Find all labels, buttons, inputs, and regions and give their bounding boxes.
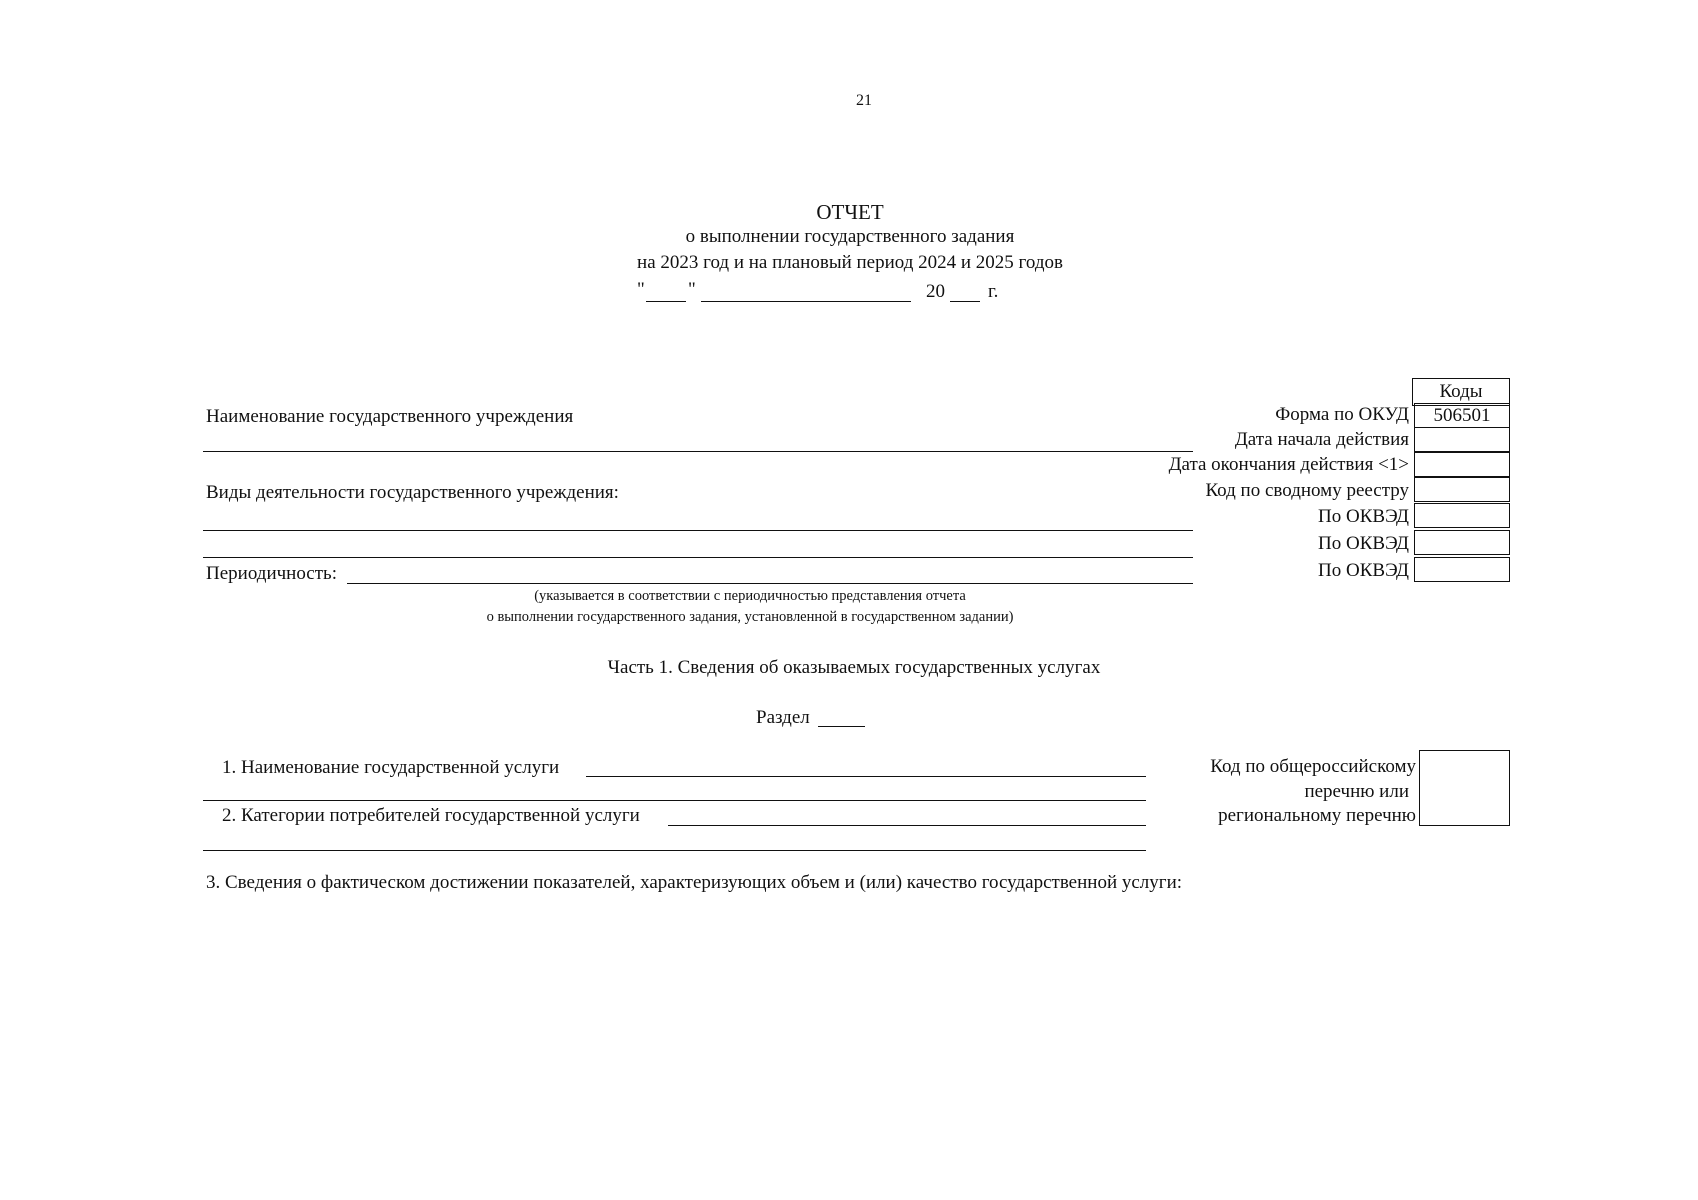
periodicity-input[interactable] (347, 583, 1193, 584)
date-day-blank[interactable] (646, 301, 686, 302)
date-quote-close: " (688, 279, 696, 300)
code-cell-okved-3[interactable] (1414, 557, 1510, 582)
document-subtitle: о выполнении государственного задания (685, 226, 1015, 247)
service-name-input-1[interactable] (586, 776, 1146, 777)
indicators-heading: 3. Сведения о фактическом достижении показателей, характеризующих объем и (или) качество государственной услуги: (206, 872, 1183, 893)
consumer-categories-label: 2. Категории потребителей государственной услуги (222, 805, 640, 826)
date-year-suffix: г. (988, 281, 999, 302)
institution-name-input[interactable] (203, 451, 1193, 452)
date-month-blank[interactable] (701, 301, 911, 302)
institution-name-label: Наименование государственного учреждения (206, 406, 574, 427)
section-number-blank[interactable] (818, 726, 865, 727)
part1-title: Часть 1. Сведения об оказываемых государственных услугах (607, 657, 1101, 678)
periodicity-note-2: о выполнении государственного задания, установленной в государственном задании) (486, 609, 1014, 625)
code-cell-registry[interactable] (1414, 477, 1510, 502)
periodicity-label: Периодичность: (206, 563, 337, 584)
service-code-label-2: перечню или (1304, 781, 1409, 802)
date-year-prefix: 20 (926, 281, 945, 302)
periodicity-note-1: (указывается в соответствии с периодичностью представления отчета (534, 588, 966, 604)
codes-header-label: Коды (1439, 381, 1483, 402)
activities-input-1[interactable] (203, 530, 1193, 531)
consumer-categories-input-1[interactable] (668, 825, 1146, 826)
document-period: на 2023 год и на плановый период 2024 и 2025 годов (637, 252, 1063, 273)
code-label-okved-3: По ОКВЭД (1318, 560, 1409, 581)
service-name-label: 1. Наименование государственной услуги (222, 757, 560, 778)
code-label-okved-2: По ОКВЭД (1318, 533, 1409, 554)
code-cell-okved-2[interactable] (1414, 530, 1510, 555)
code-label-okved-1: По ОКВЭД (1318, 506, 1409, 527)
activities-label: Виды деятельности государственного учреждения: (206, 482, 619, 503)
code-label-registry: Код по сводному реестру (1205, 480, 1409, 501)
section-label: Раздел (756, 707, 810, 728)
date-year-blank[interactable] (950, 301, 980, 302)
code-label-start-date: Дата начала действия (1234, 429, 1409, 450)
code-cell-okved-1[interactable] (1414, 503, 1510, 528)
service-name-input-2[interactable] (203, 800, 1146, 801)
service-code-box[interactable] (1419, 750, 1510, 826)
page-number: 21 (856, 92, 872, 109)
code-cell-end-date[interactable] (1414, 452, 1510, 477)
code-cell-okud[interactable]: 506501 (1414, 403, 1510, 428)
consumer-categories-input-2[interactable] (203, 850, 1146, 851)
service-code-label-1: Код по общероссийскому (1210, 756, 1416, 777)
date-quote-open: " (637, 279, 645, 300)
code-label-end-date: Дата окончания действия <1> (1168, 454, 1409, 475)
activities-input-2[interactable] (203, 557, 1193, 558)
document-title: ОТЧЕТ (816, 200, 884, 224)
code-cell-start-date[interactable] (1414, 427, 1510, 452)
code-label-okud: Форма по ОКУД (1275, 404, 1409, 425)
service-code-label-3: региональному перечню (1218, 805, 1416, 826)
codes-header-box (1412, 378, 1510, 406)
